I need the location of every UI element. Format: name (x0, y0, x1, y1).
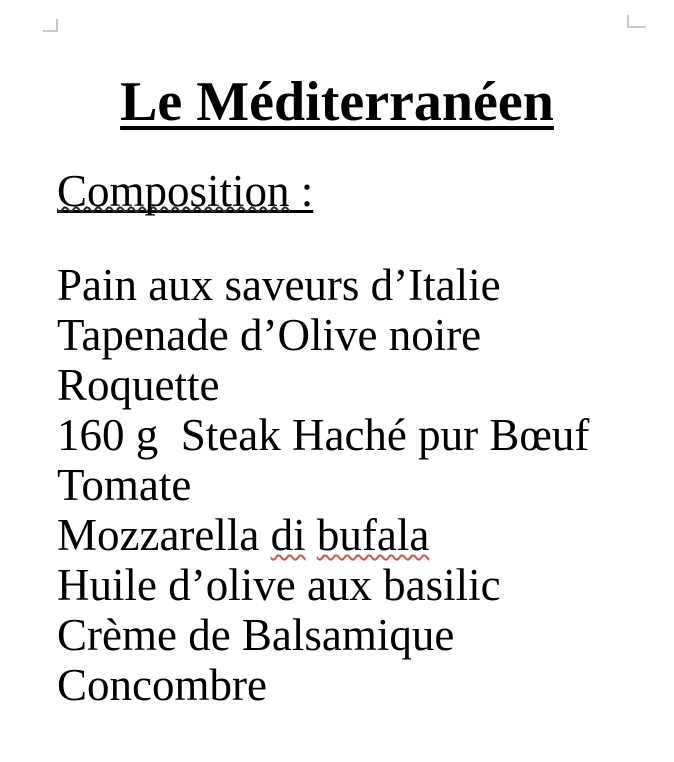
misspelled-word: bufala (316, 510, 430, 560)
section-heading-colon: : (289, 166, 314, 216)
ingredient-text (306, 510, 317, 560)
ingredient-text: 160 g Steak Haché pur Bœuf (57, 410, 590, 460)
ingredient-line (57, 660, 654, 710)
ingredient-line (57, 460, 654, 510)
crop-mark-top-right (627, 15, 646, 28)
ingredient-line (57, 510, 654, 560)
ingredient-line (57, 610, 654, 660)
section-heading-word: Composition (57, 166, 290, 216)
ingredient-line (57, 360, 654, 410)
ingredient-line (57, 310, 654, 360)
ingredient-line (57, 560, 654, 610)
section-heading-underline (57, 166, 313, 216)
ingredient-text: Tapenade d’Olive noire (57, 310, 482, 360)
ingredient-line (57, 410, 654, 460)
ingredient-text: Concombre (57, 660, 267, 710)
section-heading (57, 166, 314, 216)
ingredient-text: Crème de Balsamique (57, 610, 455, 660)
misspelled-word: di (270, 510, 306, 560)
page-title-text: Le Méditerranéen (120, 70, 554, 133)
ingredient-text: Huile d’olive aux basilic (57, 560, 501, 610)
ingredient-text: Roquette (57, 360, 220, 410)
page-title (0, 72, 674, 134)
ingredient-text: Tomate (57, 460, 192, 510)
ingredient-line (57, 260, 654, 310)
ingredient-list (57, 260, 654, 710)
ingredient-text: Mozzarella (57, 510, 271, 560)
ingredient-text: Pain aux saveurs d’Italie (57, 260, 501, 310)
crop-mark-top-left (43, 19, 58, 32)
